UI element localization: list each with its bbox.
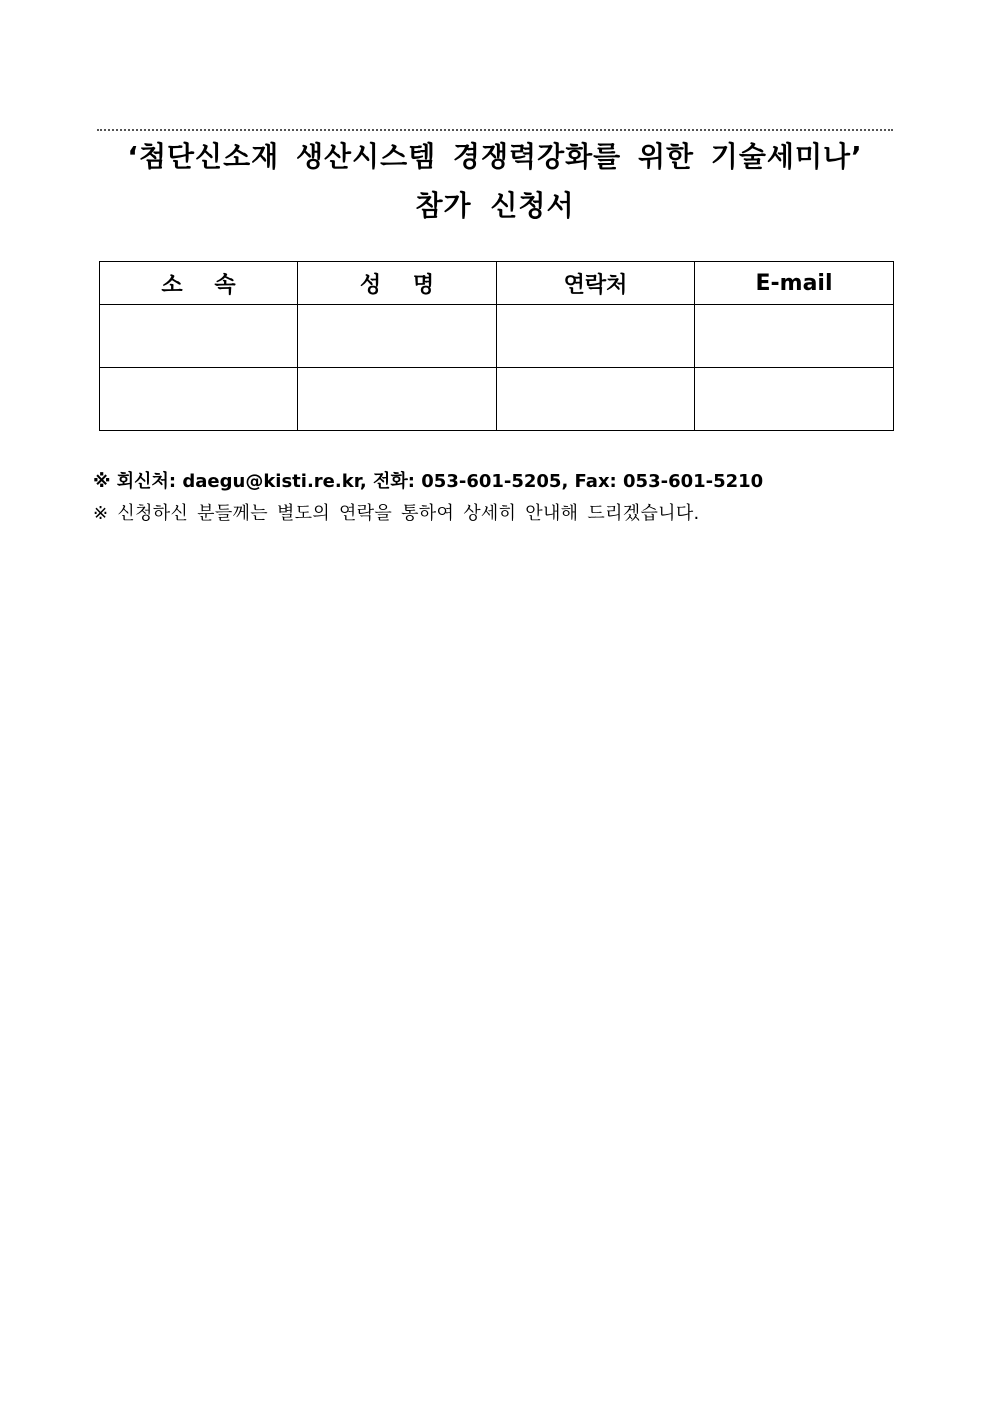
cell-phone [497,305,695,368]
table-row [100,305,894,368]
table-header-row [100,262,894,305]
header-phone: 연락처 [497,262,695,305]
header-name: 성 명 [298,262,497,305]
cell-phone [497,368,695,431]
cell-name [298,305,497,368]
form-title: 참가 신청서 [415,189,575,222]
cell-name [298,368,497,431]
cell-affiliation [100,368,298,431]
info-note: ※ 신청하신 분들께는 별도의 연락을 통하여 상세히 안내해 드리겠습니다. [93,503,700,524]
cell-email [695,305,894,368]
header-affiliation: 소 속 [100,262,298,305]
seminar-title: ‘첨단신소재 생산시스템 경쟁력강화를 위한 기술세미나’ [127,140,863,173]
dotted-divider [97,129,893,131]
registration-table [99,261,894,431]
cell-affiliation [100,305,298,368]
table-row [100,368,894,431]
contact-note: ※ 회신처: daegu@kisti.re.kr, 전화: 053-601-5205, Fax: 053-601-5210 [93,471,764,492]
header-email: E-mail [695,262,894,305]
cell-email [695,368,894,431]
